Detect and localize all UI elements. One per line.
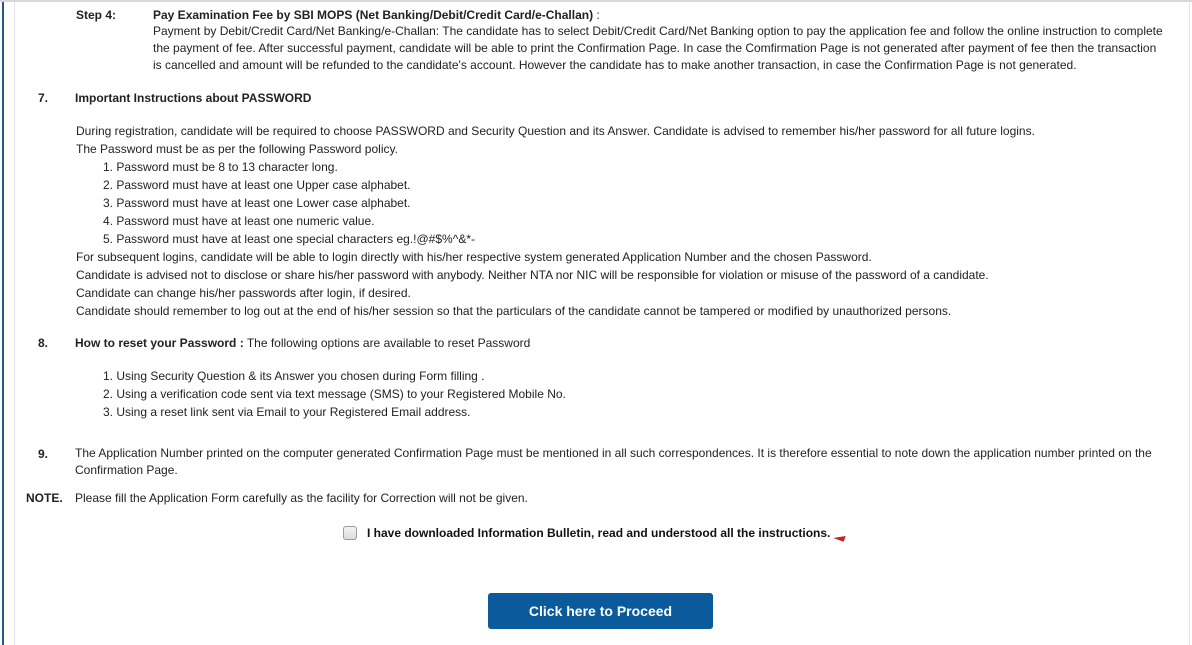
password-policy-item: 5. Password must have at least one special characters eg.!@#$%^&*-	[103, 232, 475, 246]
section7-note: Candidate can change his/her passwords after login, if desired.	[76, 286, 411, 300]
section7-intro: During registration, candidate will be required to choose PASSWORD and Security Question and its Answer. Candidate is advised to remember his/her password for all future logins.	[76, 124, 1035, 138]
left-divider	[14, 2, 15, 645]
step4-title-suffix: :	[593, 8, 600, 22]
reset-option-item: 2. Using a verification code sent via text message (SMS) to your Registered Mobile No.	[103, 387, 566, 401]
section9-number: 9.	[38, 447, 49, 461]
section7-policy-intro: The Password must be as per the following Password policy.	[76, 142, 398, 156]
section7-note: For subsequent logins, candidate will be able to login directly with his/her respective system generated Application Number and the chosen Password.	[76, 250, 872, 264]
password-policy-item: 2. Password must have at least one Upper case alphabet.	[103, 178, 411, 192]
section7-number: 7.	[38, 91, 49, 105]
step4-body: Payment by Debit/Credit Card/Net Banking/e-Challan: The candidate has to select Debit/Credit Card/Net Banking option to pay the application fee and follow the online instruction to complete the payment of fee. After successful payment, candidate will be able to print the Confirmation Page. In case the Comfirmation Page is not generated after payment of fee then the transaction is cancelled and amount will be refunded to the candidate's account. However the candidate has to make another transaction, in case the Confirmation Page is not generated.	[153, 24, 1163, 72]
reset-option-item: 3. Using a reset link sent via Email to your Registered Email address.	[103, 405, 471, 419]
top-divider	[0, 0, 1192, 2]
step4-title	[153, 6, 600, 24]
section8-heading	[75, 334, 530, 352]
section7-note: Candidate should remember to log out at the end of his/her session so that the particulars of the candidate cannot be tampered or modified by unauthorized persons.	[76, 304, 952, 318]
step4-title-text: Pay Examination Fee by SBI MOPS (Net Banking/Debit/Credit Card/e-Challan)	[153, 8, 594, 22]
agreement-row[interactable]	[343, 524, 830, 542]
section7-note: Candidate is advised not to disclose or share his/her password with anybody. Neither NTA nor NIC will be responsible for violation or misuse of the password of a candidate.	[76, 268, 989, 282]
section8-number: 8.	[38, 336, 49, 350]
password-policy-item: 4. Password must have at least one numeric value.	[103, 214, 375, 228]
section9-body: The Application Number printed on the computer generated Confirmation Page must be mentioned in all such correspondences. It is therefore essential to note down the application number printed on the Confirmation Page.	[75, 446, 1152, 477]
step4-label: Step 4:	[76, 8, 117, 22]
password-policy-item: 3. Password must have at least one Lower case alphabet.	[103, 196, 411, 210]
reset-option-item: 1. Using Security Question & its Answer you chosen during Form filling .	[103, 369, 485, 383]
note-label: NOTE.	[26, 491, 63, 505]
section7-title: Important Instructions about PASSWORD	[75, 91, 312, 105]
right-divider	[1189, 2, 1190, 645]
agreement-checkbox[interactable]	[343, 526, 357, 540]
proceed-button[interactable]: Click here to Proceed	[488, 593, 713, 629]
left-accent-bar	[2, 2, 4, 645]
section8-subtitle: The following options are available to reset Password	[243, 336, 531, 350]
note-body: Please fill the Application Form carefully as the facility for Correction will not be given.	[75, 491, 528, 505]
password-policy-item: 1. Password must be 8 to 13 character long.	[103, 160, 338, 174]
section8-title: How to reset your Password :	[75, 336, 244, 350]
agreement-label[interactable]: I have downloaded Information Bulletin, read and understood all the instructions.	[367, 526, 831, 540]
required-marker-icon	[833, 532, 845, 541]
